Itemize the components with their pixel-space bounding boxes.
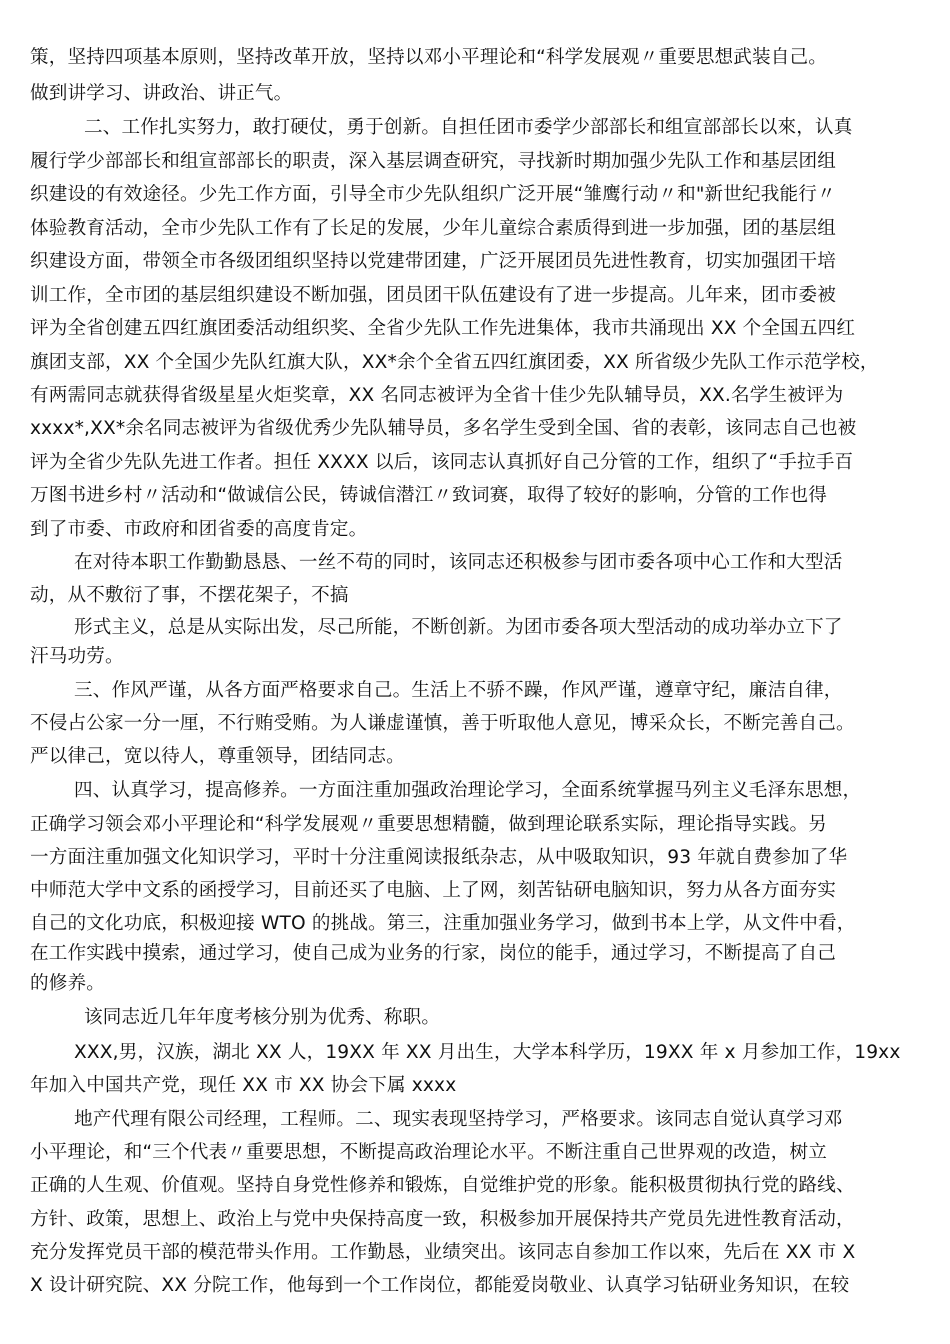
text-line: 在工作实践中摸索，通过学习，使自己成为业务的行家，岗位的能手，通过学习，不断提高了自己 [30,943,836,964]
text-line: X 设计研究院、XX 分院工作，他每到一个工作岗位，都能爱岗敬业、认真学习钻研业务知识，在较 [30,1275,850,1296]
text-line: 体验教育活动，全市少先队工作有了长足的发展，少年儿童综合素质得到进一步加强，团的基层组 [30,218,836,239]
text-line: 三、作风严谨，从各方面严格要求自己。生活上不骄不躁，作风严谨，遵章守纪，廉洁自律， [74,680,843,701]
text-line: 一方面注重加强文化知识学习，平时十分注重阅读报纸杂志，从中吸取知识，93 年就自费参加了华 [30,847,848,868]
text-line: 在对待本职工作勤勤恳恳、一丝不苟的同时，该同志还积极参与团市委各项中心工作和大型活 [74,552,843,573]
text-line: 织建设方面，带领全市各级团组织坚持以党建带团建，广泛开展团员先进性教育，切实加强团干培 [30,251,836,272]
text-line: 到了市委、市政府和团省委的高度肯定。 [30,519,368,540]
text-line: 年加入中国共产党，现任 XX 市 XX 协会下属 xxxx [30,1075,457,1096]
text-line: 策，坚持四项基本原则，坚持改革开放，坚持以邓小平理论和“科学发展观〃重要思想武装自己。 [30,47,828,68]
text-line: 万图书进乡村〃活动和“做诚信公民，铸诚信潜江〃致词赛，取得了较好的影响，分管的工作也得 [30,485,828,506]
text-line: xxxx*,XX*余名同志被评为省级优秀少先队辅导员，多名学生受到全国、省的表彰，该同志自己也被 [30,418,857,439]
text-line: 严以律己，宽以待人，尊重领导，团结同志。 [30,746,405,767]
text-line: 旗团支部，XX 个全国少先队红旗大队，XX*余个全省五四红旗团委，XX 所省级少先队工作示范学校， [30,352,879,373]
text-line: 做到讲学习、讲政治、讲正气。 [30,83,293,104]
text-line: 形式主义，总是从实际出发，尽己所能，不断创新。为团市委各项大型活动的成功举办立下了 [74,617,843,638]
text-line: 中师范大学中文系的函授学习，目前还买了电脑、上了网，刻苦钻研电脑知识，努力从各方面夯实 [30,880,836,901]
text-line: 汗马功劳。 [30,646,124,667]
text-line: 四、认真学习，提高修养。一方面注重加强政治理论学习，全面系统掌握马列主义毛泽东思想， [74,780,862,801]
text-line: 小平理论，和“三个代表〃重要思想，不断提高政治理论水平。不断注重自己世界观的改造，树立 [30,1142,828,1163]
text-line: XXX,男，汉族，湖北 XX 人，19XX 年 XX 月出生，大学本科学历，19XX 年 x 月参加工作，19xx [74,1042,901,1063]
text-line: 二、工作扎实努力，敢打硬仗，勇于创新。自担任团市委学少部部长和组宣部部长以來，认真 [84,117,853,138]
text-line: 有两需同志就获得省级星星火炬奖章，XX 名同志被评为全省十佳少先队辅导员，XX.名学生被评为 [30,385,844,406]
text-line: 充分发挥党员干部的模范带头作用。工作勤恳，业绩突出。该同志自参加工作以來，先后在 XX 市 X [30,1242,856,1263]
text-line: 训工作，全市团的基层组织建设不断加强，团员团干队伍建设有了进一步提高。儿年来，团市委被 [30,285,836,306]
text-line: 的修养。 [30,973,105,994]
text-line: 正确的人生观、价值观。坚持自身党性修养和锻炼，自觉维护党的形象。能积极贯彻执行党的路线、 [30,1175,855,1196]
text-line: 地产代理有限公司经理，工程师。二、现实表现坚持学习，严格要求。该同志自觉认真学习邓 [74,1109,843,1130]
text-line: 评为全省少先队先进工作者。担任 XXXX 以后，该同志认真抓好自己分管的工作，组织了“手拉手百 [30,452,854,473]
text-line: 动，从不敷衍了事，不摆花架子，不搞 [30,585,349,606]
text-line: 该同志近几年年度考核分别为优秀、称职。 [84,1007,441,1028]
text-line: 履行学少部部长和组宣部部长的职责，深入基层调查研究，寻找新时期加强少先队工作和基层团组 [30,151,836,172]
text-line: 评为全省创建五四红旗团委活动组织奖、全省少先队工作先进集体，我市共涌现出 XX 个全国五四红 [30,318,856,339]
text-line: 织建设的有效途径。少先工作方面，引导全市少先队组织广泛开展“雏鹰行动〃和"新世纪我能行〃 [30,184,836,205]
text-line: 方针、政策，思想上、政治上与党中央保持高度一致，积极参加开展保持共产党员先进性教育活动， [30,1209,855,1230]
text-line: 不侵占公家一分一厘，不行贿受贿。为人谦虚谨慎，善于听取他人意见，博采众长，不断完善自己。 [30,713,855,734]
text-line: 自己的文化功底，积极迎接 WTO 的挑战。第三，注重加强业务学习，做到书本上学，从文件中看， [30,913,856,934]
text-line: 正确学习领会邓小平理论和“科学发展观〃重要思想精髓，做到理论联系实际，理论指导实践。另 [30,814,828,835]
